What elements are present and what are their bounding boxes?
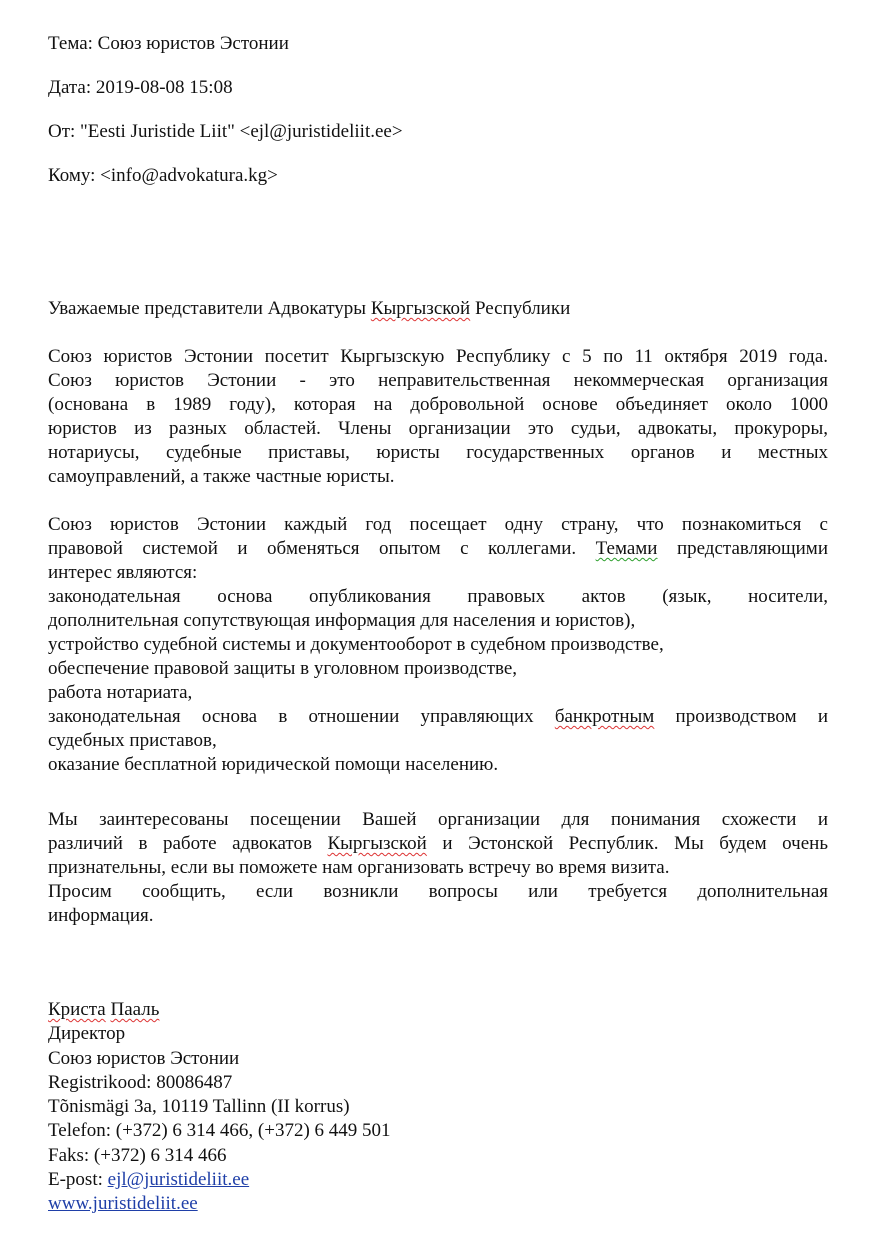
email-subject: Тема: Союз юристов Эстонии [48, 33, 289, 54]
website-line [48, 1192, 391, 1216]
address: Tõnismägi 3a, 10119 Tallinn (II korrus) [48, 1096, 350, 1118]
registry-code: Registrikood: 80086487 [48, 1071, 233, 1093]
signer-name: Криста Пааль [48, 999, 160, 1020]
fax: Faks: (+372) 6 314 466 [48, 1144, 227, 1166]
email-line: E-post: ejl@juristideliit.ee [48, 1169, 250, 1191]
email-date: Дата: 2019-08-08 15:08 [48, 77, 233, 98]
signer-position: Директор [48, 1023, 126, 1045]
email-link[interactable]: ejl@juristideliit.ee [107, 1169, 250, 1191]
paragraph-intro: Союз юристов Эстонии посетит Кыргызскую Республику с 5 по 11 октября 2019 года. Союз юристов Эстонии - это неправительственная некоммерческая организация (основана в 1989 году), которая на добровольной основе объединяет около 1000 юристов из разных областей. Члены организации это судьи, адвокаты, прокуроры, нотариусы, судебные приставы, юристы государственных органов и местных самоуправлений, а также частные юристы. [48, 346, 828, 487]
paragraph-topics: Союз юристов Эстонии каждый год посещает одну страну, что познакомиться с правовой системой и обменяться опытом с коллегами. Темами представляющими интерес являются: законодательная основа опубликования правовых актов (язык, носители, дополнительная сопутствующая информация для населения и юристов), устройство судебной системы и документооборот в судебном производстве, обеспечение правовой защиты в уголовном производстве, работа нотариата, законодательная основа в отношении управляющих банкротным производством и судебных приставов, оказание бесплатной юридической помощи населению. [48, 514, 828, 775]
paragraph-request: Мы заинтересованы посещении Вашей организации для понимания схожести и различий в работе адвокатов Кыргызской и Эстонской Республик. Мы будем очень признательны, если вы поможете нам организовать встречу во время визита. Просим сообщить, если возникли вопросы или требуется дополнительная информация. [48, 809, 828, 926]
website-link[interactable]: www.juristideliit.ee [48, 1193, 198, 1215]
phone: Telefon: (+372) 6 314 466, (+372) 6 449 501 [48, 1120, 391, 1142]
email-from: От: "Eesti Juristide Liit" <ejl@juristideliit.ee> [48, 121, 403, 142]
greeting: Уважаемые представители Адвокатуры Кыргызской Республики [48, 298, 571, 319]
email-to: Кому: <info@advokatura.kg> [48, 165, 278, 186]
signer-organization: Союз юристов Эстонии [48, 1047, 240, 1069]
signature-block [48, 998, 391, 1217]
